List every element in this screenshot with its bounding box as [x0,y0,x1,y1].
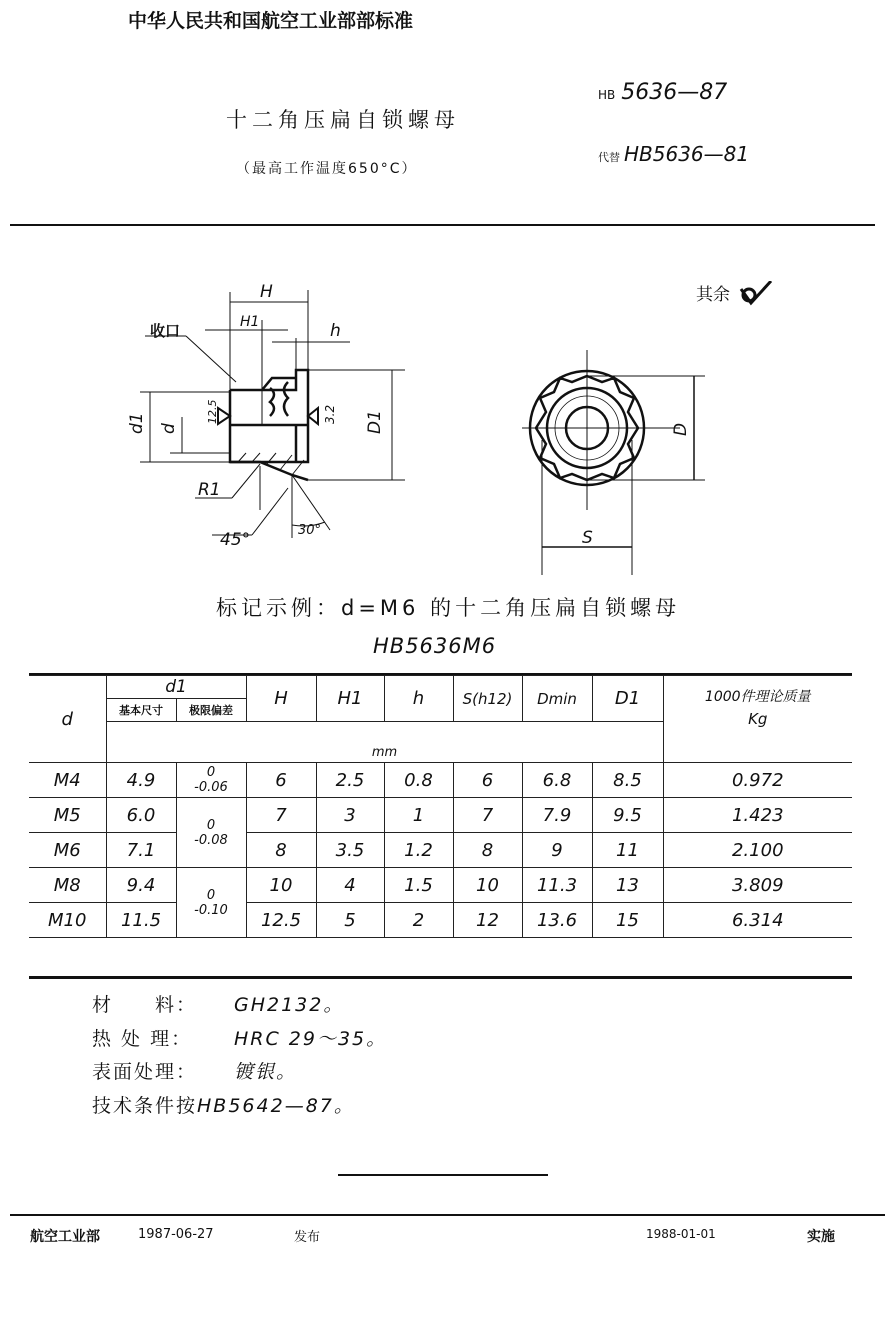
cell-d1: 4.9 [106,763,176,798]
cell-mass: 2.100 [663,833,852,868]
footer-issue-date: 1987-06-27 [138,1227,214,1242]
end-mark-line [338,1174,548,1176]
cell-S: 6 [453,763,522,798]
header-d1-tolerance: 极限偏差 [176,699,246,722]
tolerance-lower: -0.06 [194,780,228,795]
cell-H: 12.5 [246,903,316,938]
svg-text:12.5: 12.5 [206,399,219,424]
tolerance-lower: -0.08 [194,832,228,848]
header-d1-basic: 基本尺寸 [106,699,176,722]
header-d: d [29,676,106,763]
cell-S: 12 [453,903,522,938]
header-D1: D1 [592,676,663,722]
cell-mass: 6.314 [663,903,852,938]
cell-d: M4 [29,763,106,798]
cell-H1: 3.5 [316,833,384,868]
svg-text:D: D [671,422,691,436]
cell-tolerance [176,868,246,938]
note-label: 材 料： [92,994,198,1016]
cell-S: 10 [453,868,522,903]
standard-prefix: HB [598,88,616,102]
standard-number-value: 5636—87 [621,80,728,105]
cell-h: 0.8 [384,763,453,798]
cell-mass: 3.809 [663,868,852,903]
cell-tolerance [176,763,246,798]
note-material [92,990,344,1017]
cell-H: 8 [246,833,316,868]
table-row [29,833,852,868]
cell-H: 10 [246,868,316,903]
note-label: 表面处理： [92,1061,198,1083]
cell-d: M8 [29,868,106,903]
cell-d1: 7.1 [106,833,176,868]
header-d1: d1 [106,676,246,699]
footer-issuer: 航空工业部 [30,1229,100,1245]
tolerance-upper: 0 [206,765,216,780]
document-title: 十二角压扁自锁螺母 [226,108,460,132]
cell-D1: 15 [592,903,663,938]
replaces-standard [598,142,749,166]
svg-text:收口: 收口 [150,322,181,340]
svg-text:d1: d1 [127,412,147,434]
header-h: h [384,676,453,722]
cell-Dmin: 6.8 [522,763,592,798]
header-S: S(h12) [453,676,522,722]
svg-text:h: h [330,321,341,341]
cell-D1: 11 [592,833,663,868]
cell-H1: 3 [316,798,384,833]
cell-Dmin: 9 [522,833,592,868]
note-heat-treatment [92,1024,387,1051]
cell-d1: 6.0 [106,798,176,833]
tolerance-lower: -0.10 [194,902,228,918]
tolerance-upper: 0 [206,887,216,903]
marking-example: 标记示例：d=M6 的十二角压扁自锁螺母 [216,596,681,620]
svg-text:3.2: 3.2 [323,404,337,424]
cell-tolerance [176,798,246,868]
surface-finish-symbol-icon [739,281,773,309]
cell-d1: 11.5 [106,903,176,938]
note-value: GH2132。 [234,994,345,1016]
document-subtitle: （最高工作温度650°C） [236,161,418,177]
footer-divider [10,1214,885,1216]
cell-H1: 2.5 [316,763,384,798]
svg-text:D1: D1 [365,410,385,434]
note-surface-treatment [92,1057,297,1084]
note-label: 热 处 理： [92,1028,193,1050]
cell-S: 8 [453,833,522,868]
cell-h: 2 [384,903,453,938]
header-H1: H1 [316,676,384,722]
table-row [29,763,852,798]
svg-text:S: S [582,528,593,548]
cell-mass: 1.423 [663,798,852,833]
tolerance-upper: 0 [206,817,216,833]
svg-text:45°: 45° [220,530,251,550]
table-row [29,903,852,938]
table-row [29,868,852,903]
note-value: HB5642—87。 [197,1095,355,1117]
svg-text:R1: R1 [198,480,221,500]
header-mass [663,676,852,763]
roughness-note [696,280,773,309]
cell-D1: 9.5 [592,798,663,833]
cell-d1: 9.4 [106,868,176,903]
cell-H1: 4 [316,868,384,903]
replaces-prefix: 代替 [598,151,620,164]
svg-text:H: H [260,282,273,302]
footer-effective-label: 实施 [807,1229,835,1245]
cell-H1: 5 [316,903,384,938]
cell-H: 6 [246,763,316,798]
svg-text:H1: H1 [240,314,260,330]
replaces-number: HB5636—81 [624,142,750,166]
table-row [29,798,852,833]
cell-d: M10 [29,903,106,938]
header-unit: mm [106,722,663,763]
cell-h: 1 [384,798,453,833]
svg-text:30°: 30° [298,523,322,538]
front-view-drawing [510,340,720,580]
note-technical-conditions [92,1091,355,1118]
roughness-label: 其余 [696,285,730,305]
cell-mass: 0.972 [663,763,852,798]
note-label: 技术条件按 [92,1095,198,1117]
cell-d: M6 [29,833,106,868]
header-divider [10,224,875,226]
side-view-drawing [120,270,420,550]
cell-h: 1.5 [384,868,453,903]
header-mass-unit: Kg [748,710,768,728]
dimensions-table [29,675,852,938]
note-value: 镀银。 [234,1061,298,1083]
cell-D1: 8.5 [592,763,663,798]
cell-h: 1.2 [384,833,453,868]
svg-text:d: d [159,423,179,434]
cell-Dmin: 11.3 [522,868,592,903]
cell-Dmin: 13.6 [522,903,592,938]
cell-H: 7 [246,798,316,833]
footer-issue-label: 发布 [294,1230,321,1245]
table-bottom-rule [29,976,852,979]
cell-Dmin: 7.9 [522,798,592,833]
footer-effective-date: 1988-01-01 [646,1227,716,1241]
cell-S: 7 [453,798,522,833]
issuing-organization: 中华人民共和国航空工业部部标准 [128,10,414,32]
note-value: HRC 29～35。 [234,1028,388,1050]
header-Dmin: Dmin [522,676,592,722]
cell-D1: 13 [592,868,663,903]
marking-example-code: HB5636M6 [373,634,497,658]
header-mass-label: 1000件理论质量 [704,689,811,705]
cell-d: M5 [29,798,106,833]
header-H: H [246,676,316,722]
standard-number [598,80,727,105]
